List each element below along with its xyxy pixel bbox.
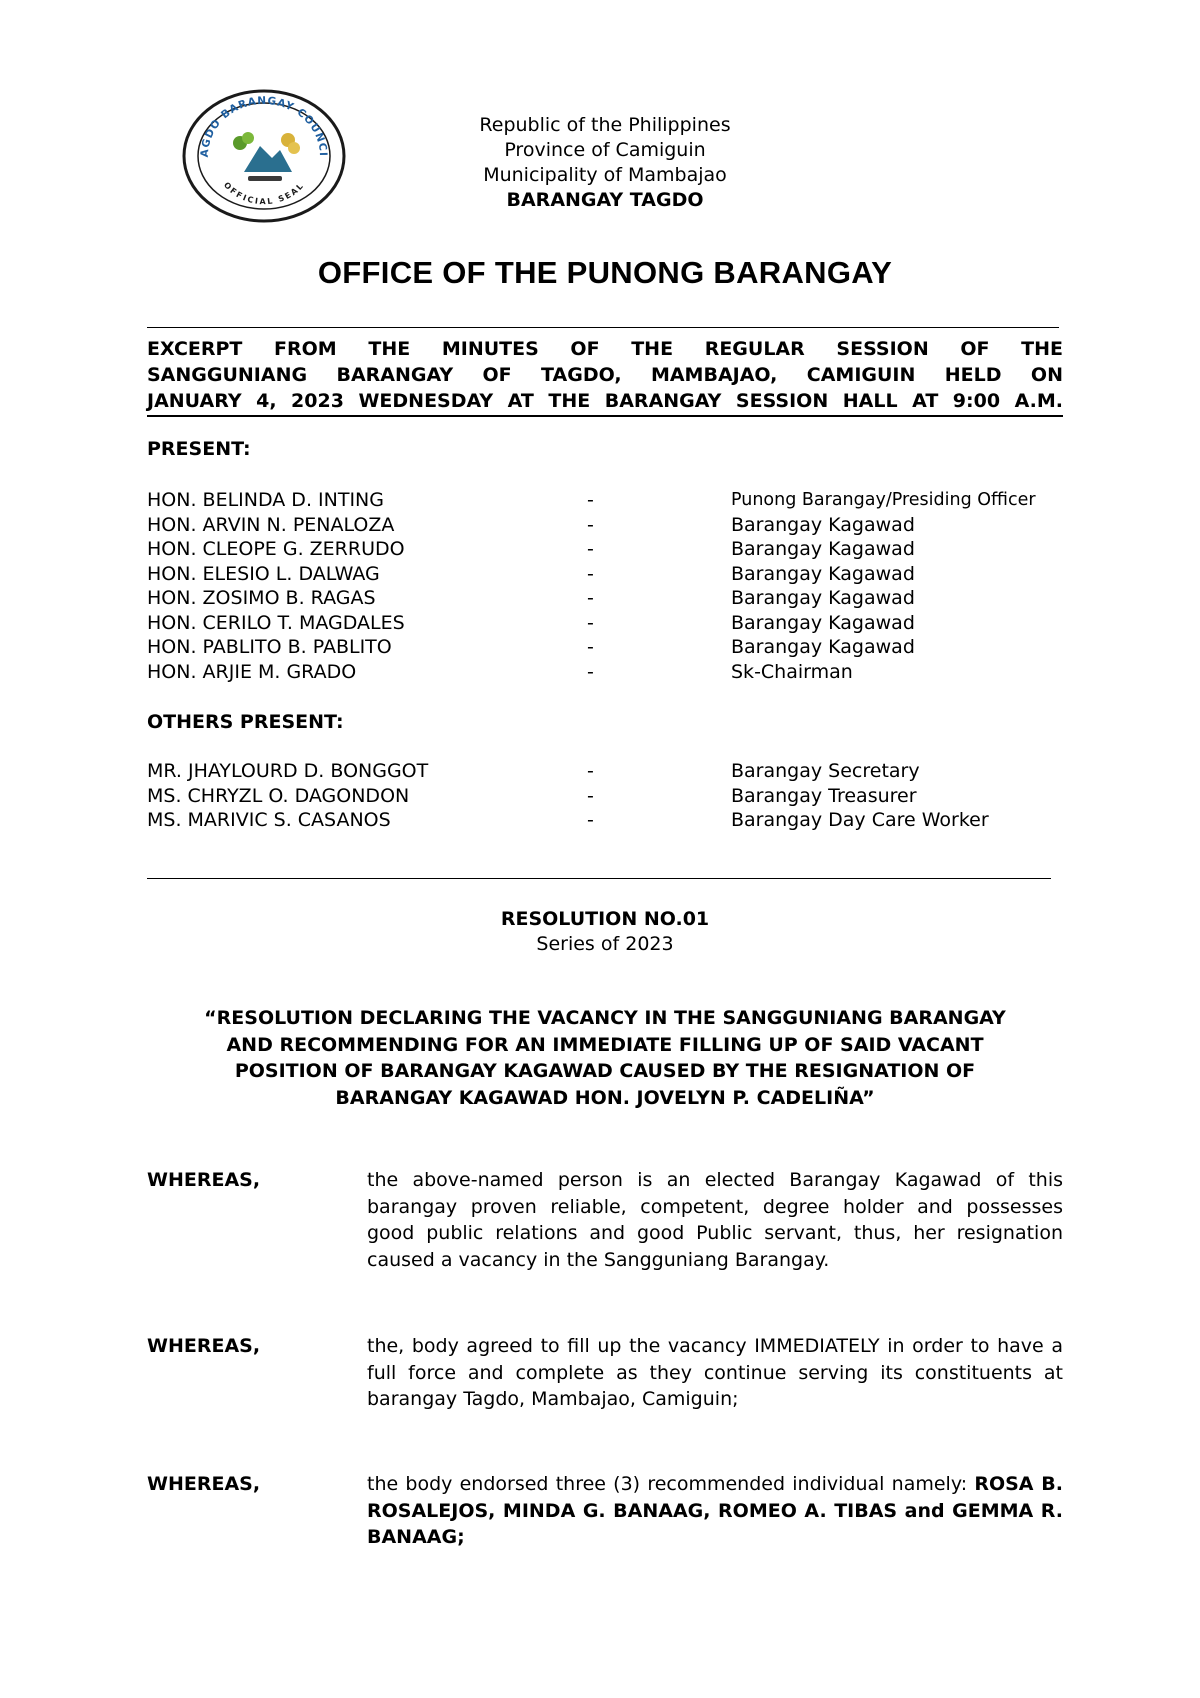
letterhead xyxy=(400,113,810,213)
attendee-role: Barangay Kagawad xyxy=(731,636,915,658)
separator: - xyxy=(587,636,594,658)
excerpt-line: SANGGUNIANG BARANGAY OF TAGDO, MAMBAJAO, CAMIGUIN HELD ON xyxy=(147,364,1063,386)
header-municipality: Municipality of Mambajao xyxy=(483,164,727,186)
attendee-row xyxy=(147,513,1087,538)
resolution-number: RESOLUTION NO.01 xyxy=(500,908,710,930)
resolution-title-line: POSITION OF BARANGAY KAGAWAD CAUSED BY THE RESIGNATION OF xyxy=(234,1060,976,1082)
whereas-label: WHEREAS, xyxy=(147,1169,261,1191)
excerpt-line: EXCERPT FROM THE MINUTES OF THE REGULAR SESSION OF THE xyxy=(147,338,1063,360)
header-province: Province of Camiguin xyxy=(504,139,706,161)
attendee-role: Barangay Kagawad xyxy=(731,538,915,560)
seal-graphic xyxy=(180,88,348,224)
divider xyxy=(147,327,1059,328)
attendee-row xyxy=(147,611,1087,636)
separator: - xyxy=(587,538,594,560)
attendee-row xyxy=(147,660,1087,685)
present-list xyxy=(147,488,1087,684)
attendee-name: MR. JHAYLOURD D. BONGGOT xyxy=(147,760,429,782)
attendee-role: Barangay Secretary xyxy=(731,760,920,782)
whereas-label: WHEREAS, xyxy=(147,1473,261,1495)
attendee-name: HON. ARVIN N. PENALOZA xyxy=(147,513,395,536)
resolution-title xyxy=(150,1005,1060,1111)
attendee-role: Barangay Kagawad xyxy=(731,513,915,536)
divider xyxy=(147,415,1063,417)
whereas-label: WHEREAS, xyxy=(147,1335,261,1357)
separator: - xyxy=(587,660,594,683)
others-present-list xyxy=(147,759,1087,833)
official-seal xyxy=(180,88,348,224)
attendee-name: HON. CERILO T. MAGDALES xyxy=(147,611,405,634)
attendee-role: Barangay Kagawad xyxy=(731,562,915,585)
attendee-row xyxy=(147,488,1087,513)
resolution-series: Series of 2023 xyxy=(536,933,674,955)
resolution-title-line: AND RECOMMENDING FOR AN IMMEDIATE FILLING UP OF SAID VACANT xyxy=(226,1033,984,1056)
attendee-name: HON. BELINDA D. INTING xyxy=(147,489,384,511)
attendee-row xyxy=(147,759,1087,784)
whereas-text-plain: the body endorsed three (3) recommended individual namely: xyxy=(367,1473,975,1495)
present-label: PRESENT: xyxy=(147,438,251,460)
separator: - xyxy=(587,809,594,831)
attendee-role: Barangay Day Care Worker xyxy=(731,809,989,831)
attendee-name: MS. CHRYZL O. DAGONDON xyxy=(147,784,410,807)
attendee-role: Sk-Chairman xyxy=(731,660,853,683)
attendee-role: Barangay Treasurer xyxy=(731,784,917,807)
attendee-role: Barangay Kagawad xyxy=(731,611,915,634)
resolution-title-line: “RESOLUTION DECLARING THE VACANCY IN THE SANGGUNIANG BARANGAY xyxy=(204,1007,1006,1029)
attendee-name: HON. PABLITO B. PABLITO xyxy=(147,636,392,658)
attendee-row xyxy=(147,635,1087,660)
separator: - xyxy=(587,760,594,782)
header-barangay: BARANGAY TAGDO xyxy=(506,189,704,211)
whereas-text: the, body agreed to fill up the vacancy IMMEDIATELY in order to have a full force and complete as they continue serving its constituents at barangay Tagdo, Mambajao, Camiguin; xyxy=(367,1335,1063,1410)
separator: - xyxy=(587,784,594,807)
attendee-name: HON. ARJIE M. GRADO xyxy=(147,660,357,683)
separator: - xyxy=(587,513,594,536)
attendee-row xyxy=(147,586,1087,611)
attendee-row xyxy=(147,808,1087,833)
seal-ring-text: AGDO BARANGAY COUNCI xyxy=(198,94,330,158)
nominee-names: ROSA B. ROSALEJOS, MINDA G. BANAAG, ROMEO A. TIBAS and GEMMA R. BANAAG; xyxy=(367,1473,1063,1548)
others-present-label: OTHERS PRESENT: xyxy=(147,711,344,733)
attendee-role: Punong Barangay/Presiding Officer xyxy=(731,490,1036,510)
attendee-row xyxy=(147,562,1087,587)
separator: - xyxy=(587,587,594,609)
office-title: OFFICE OF THE PUNONG BARANGAY xyxy=(317,255,893,290)
whereas-text xyxy=(367,1471,1063,1551)
attendee-name: HON. ELESIO L. DALWAG xyxy=(147,562,380,585)
whereas-text: the above-named person is an elected Barangay Kagawad of this barangay proven reliable, competent, degree holder and possesses good public relations and good Public servant, thus, her resignation caused a vacancy in the Sangguniang Barangay. xyxy=(367,1169,1063,1271)
attendee-name: HON. CLEOPE G. ZERRUDO xyxy=(147,538,405,560)
excerpt-line: JANUARY 4, 2023 WEDNESDAY AT THE BARANGAY SESSION HALL AT 9:00 A.M. xyxy=(147,390,1063,412)
attendee-role: Barangay Kagawad xyxy=(731,587,915,609)
attendee-row xyxy=(147,537,1087,562)
separator: - xyxy=(587,611,594,634)
seal-bottom-text: OFFICIAL SEAL xyxy=(221,180,307,207)
minutes-excerpt xyxy=(147,336,1063,414)
attendee-name: HON. ZOSIMO B. RAGAS xyxy=(147,587,376,609)
header-republic: Republic of the Philippines xyxy=(479,114,731,136)
attendee-row xyxy=(147,784,1087,809)
separator: - xyxy=(587,489,594,511)
attendee-name: MS. MARIVIC S. CASANOS xyxy=(147,809,391,831)
separator: - xyxy=(587,562,594,585)
resolution-title-line: BARANGAY KAGAWAD HON. JOVELYN P. CADELIÑA” xyxy=(335,1086,875,1109)
resolution-heading xyxy=(400,907,810,957)
divider xyxy=(147,878,1051,879)
